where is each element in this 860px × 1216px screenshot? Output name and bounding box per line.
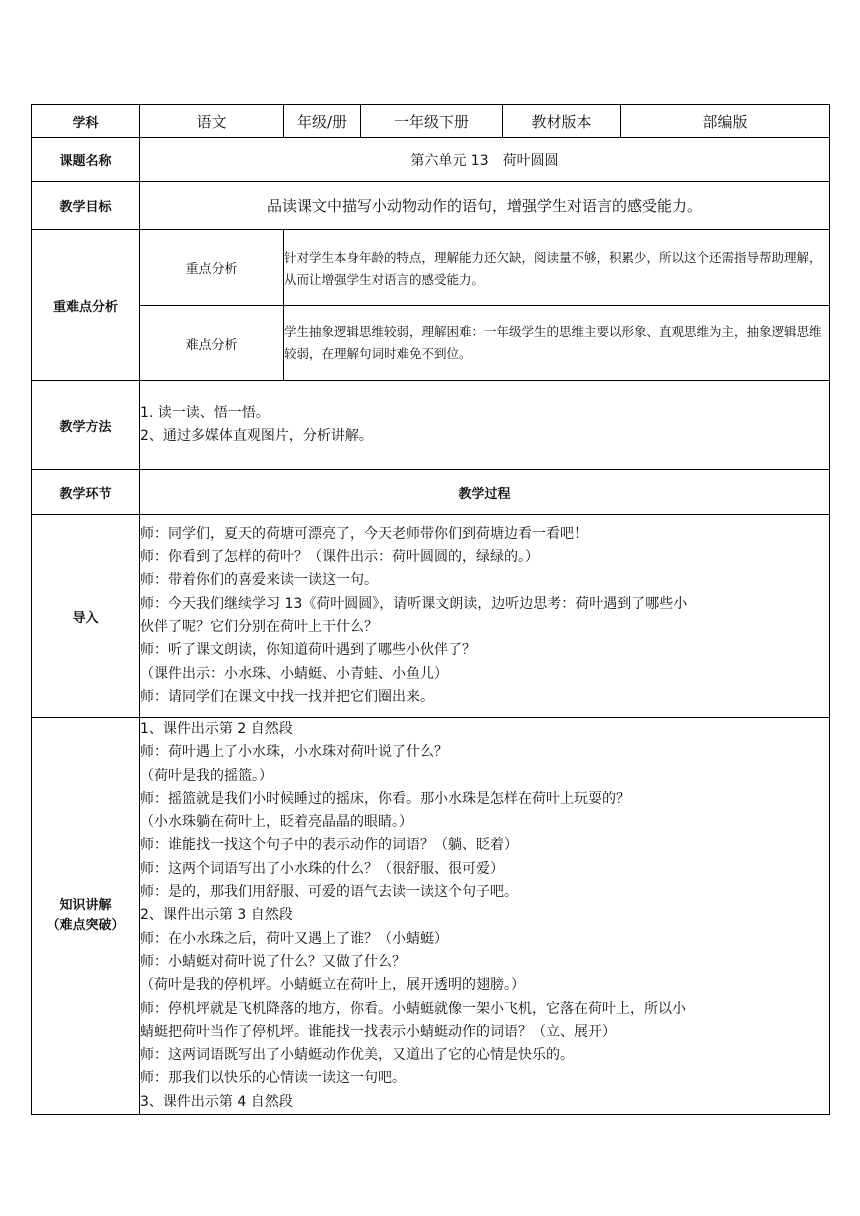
header-row	[32, 105, 830, 138]
key-analysis-row	[32, 230, 830, 306]
hard-analysis-label: 难点分析	[140, 306, 284, 381]
knowledge-line: 师：这两个词语写出了小水珠的什么？（很舒服、很可爱）	[140, 860, 504, 877]
knowledge-line: 师：摇篮就是我们小时候睡过的摇床，你看。那小水珠是怎样在荷叶上玩耍的？	[140, 790, 630, 807]
knowledge-line: 蜻蜓把荷叶当作了停机坪。谁能找一找表示小蜻蜓动作的词语？（立、展开）	[140, 1023, 616, 1040]
knowledge-text	[140, 718, 830, 1115]
intro-line: 师：听了课文朗读，你知道荷叶遇到了哪些小伙伴了？	[140, 642, 476, 659]
goal-text: 品读课文中描写小动物动作的语句，增强学生对语言的感受能力。	[140, 182, 830, 230]
key-analysis-text: 针对学生本身年龄的特点，理解能力还欠缺，阅读量不够，积累少，所以这个还需指导帮助理解，从而让增强学生对语言的感受能力。	[284, 230, 830, 306]
knowledge-line: 2、课件出示第 3 自然段	[140, 907, 293, 924]
process-title: 教学过程	[140, 470, 830, 515]
knowledge-line: （荷叶是我的停机坪。小蜻蜓立在荷叶上，展开透明的翅膀。）	[140, 977, 525, 994]
method-row	[32, 381, 830, 470]
goal-label: 教学目标	[32, 182, 140, 230]
intro-line: 师：你看到了怎样的荷叶？（课件出示：荷叶圆圆的，绿绿的。）	[140, 549, 539, 566]
difficulty-label: 重难点分析	[32, 230, 140, 381]
knowledge-line: （小水珠躺在荷叶上，眨着亮晶晶的眼睛。）	[140, 814, 413, 831]
grade-label: 年级/册	[284, 105, 361, 138]
knowledge-line: 师：小蜻蜓对荷叶说了什么？又做了什么？	[140, 953, 406, 970]
edition-label: 教材版本	[503, 105, 621, 138]
edition-value: 部编版	[621, 105, 830, 138]
grade-value: 一年级下册	[361, 105, 503, 138]
method-line: 2、通过多媒体直观图片，分析讲解。	[140, 428, 373, 444]
lesson-label: 课题名称	[32, 138, 140, 182]
subject-value: 语文	[140, 105, 284, 138]
intro-label: 导入	[32, 515, 140, 718]
knowledge-line: 师：停机坪就是飞机降落的地方，你看。小蜻蜓就像一架小飞机，它落在荷叶上，所以小	[140, 1000, 686, 1017]
subject-label: 学科	[32, 105, 140, 138]
intro-text	[140, 515, 830, 718]
knowledge-label	[32, 718, 140, 1115]
lesson-row	[32, 138, 830, 182]
lesson-title: 第六单元 13 荷叶圆圆	[140, 138, 830, 182]
knowledge-line: 师：这两词语既写出了小蜻蜓动作优美，又道出了它的心情是快乐的。	[140, 1047, 574, 1064]
knowledge-label-line1: 知识讲解	[59, 898, 112, 914]
method-text	[140, 381, 830, 470]
intro-line: 师：带着你们的喜爱来读一读这一句。	[140, 572, 378, 589]
knowledge-line: 师：谁能找一找这个句子中的表示动作的词语？（躺、眨着）	[140, 837, 518, 854]
key-analysis-label: 重点分析	[140, 230, 284, 306]
knowledge-label-line2: （难点突破）	[46, 918, 125, 934]
intro-row	[32, 515, 830, 718]
intro-line: （课件出示：小水珠、小蜻蜓、小青蛙、小鱼儿）	[140, 665, 448, 682]
intro-line: 师：请同学们在课文中找一找并把它们圈出来。	[140, 688, 434, 705]
lesson-plan-table	[31, 104, 830, 1115]
knowledge-line: （荷叶是我的摇篮。）	[140, 767, 273, 784]
goal-row	[32, 182, 830, 230]
process-stage-label: 教学环节	[32, 470, 140, 515]
knowledge-row	[32, 718, 830, 1115]
intro-line: 伙伴了呢？它们分别在荷叶上干什么？	[140, 619, 378, 635]
intro-line: 师：今天我们继续学习 13《荷叶圆圆》，请听课文朗读，边听边思考：荷叶遇到了哪些小	[140, 595, 688, 612]
hard-analysis-text: 学生抽象逻辑思维较弱，理解困难：一年级学生的思维主要以形象、直观思维为主，抽象逻辑思维较弱，在理解句词时难免不到位。	[284, 306, 830, 381]
knowledge-line: 师：在小水珠之后，荷叶又遇上了谁？（小蜻蜓）	[140, 930, 448, 947]
knowledge-line: 师：那我们以快乐的心情读一读这一句吧。	[140, 1070, 406, 1087]
knowledge-line: 3、课件出示第 4 自然段	[140, 1093, 293, 1110]
hard-analysis-row	[32, 306, 830, 381]
process-header-row	[32, 470, 830, 515]
intro-line: 师：同学们，夏天的荷塘可漂亮了，今天老师带你们到荷塘边看一看吧！	[140, 525, 588, 542]
knowledge-line: 师：是的，那我们用舒服、可爱的语气去读一读这个句子吧。	[140, 884, 518, 901]
knowledge-line: 师：荷叶遇上了小水珠，小水珠对荷叶说了什么？	[140, 744, 448, 761]
knowledge-line: 1、课件出示第 2 自然段	[140, 721, 293, 737]
method-line: 1. 读一读、悟一悟。	[140, 404, 270, 421]
method-label: 教学方法	[32, 381, 140, 470]
